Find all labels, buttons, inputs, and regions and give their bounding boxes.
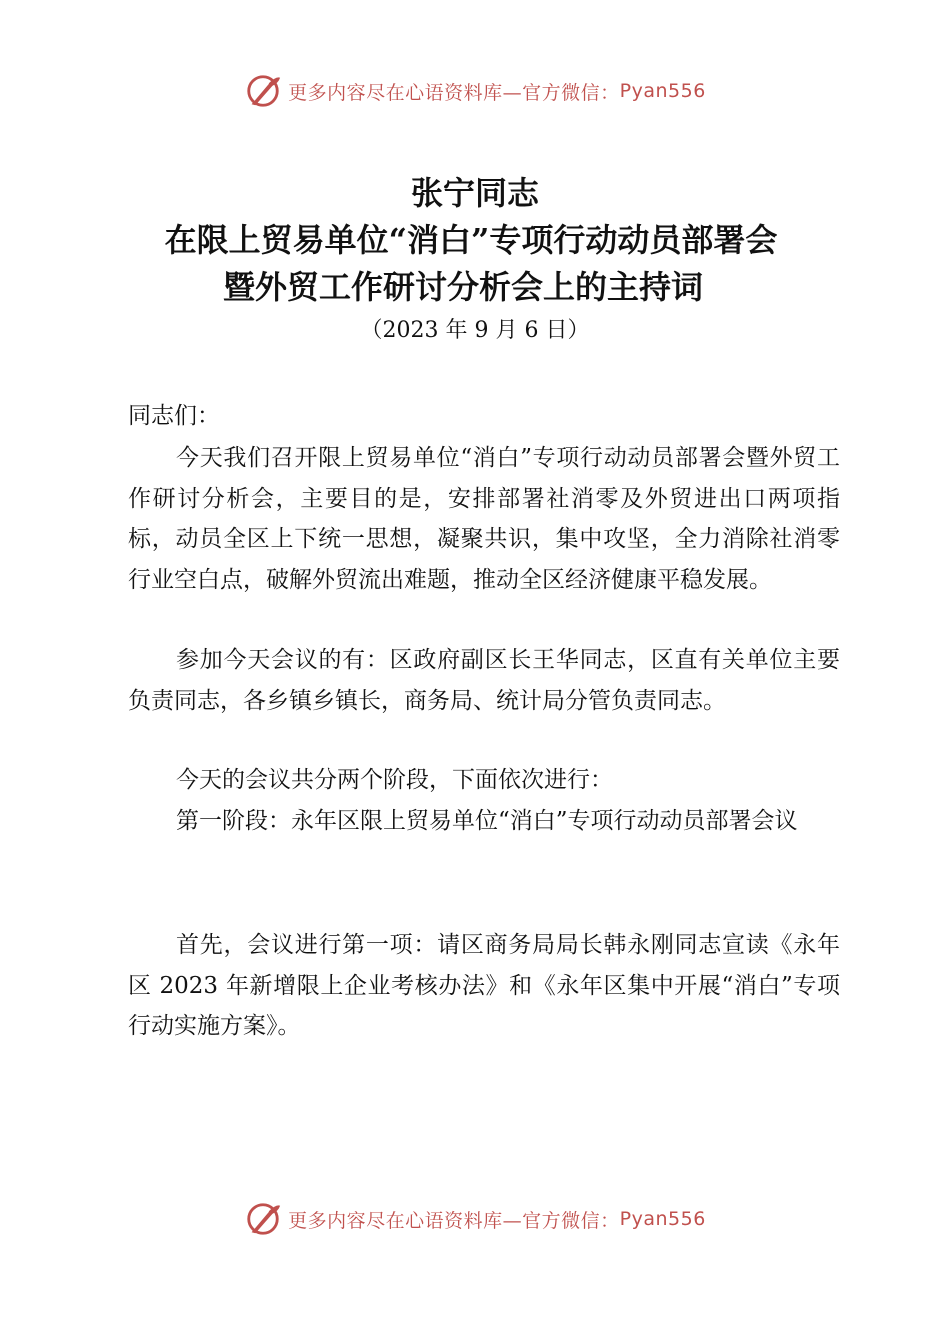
title-line-2: 在限上贸易单位“消白”专项行动动员部署会 xyxy=(164,221,778,259)
watermark-text: 更多内容尽在心语资料库—官方微信： xyxy=(288,81,620,104)
paragraph-agenda: 今天的会议共分两个阶段，下面依次进行： xyxy=(176,767,613,793)
paragraph-first-item: 首先，会议进行第一项：请区商务局局长韩永刚同志宣读《永年区 2023 年新增限上企业考核办法》和《永年区集中开展“消白”专项行动实施方案》。 xyxy=(128,932,840,1039)
quill-pen-circle-icon xyxy=(244,72,282,110)
salutation: 同志们： xyxy=(128,403,220,429)
footer-watermark xyxy=(0,1200,950,1238)
paragraph-attendees: 参加今天会议的有：区政府副区长王华同志，区直有关单位主要负责同志，各乡镇乡镇长，商务局、统计局分管负责同志。 xyxy=(128,647,840,714)
watermark-account: Pyan556 xyxy=(619,1208,706,1230)
watermark-account: Pyan556 xyxy=(619,80,706,102)
watermark-text: 更多内容尽在心语资料库—官方微信： xyxy=(288,1209,620,1232)
quill-pen-circle-icon xyxy=(244,1200,282,1238)
document-date: （2023 年 9 月 6 日） xyxy=(360,318,590,343)
title-line-1: 张宁同志 xyxy=(410,174,539,212)
header-watermark xyxy=(0,72,950,110)
title-line-3: 暨外贸工作研讨分析会上的主持词 xyxy=(222,268,703,306)
paragraph-opening: 今天我们召开限上贸易单位“消白”专项行动动员部署会暨外贸工作研讨分析会，主要目的是，安排部署社消零及外贸进出口两项指标，动员全区上下统一思想，凝聚共识，集中攻坚，全力消除社消零行业空白点，破解外贸流出难题，推动全区经济健康平稳发展。 xyxy=(128,445,840,593)
paragraph-stage-one: 第一阶段：永年区限上贸易单位“消白”专项行动动员部署会议 xyxy=(176,808,798,834)
